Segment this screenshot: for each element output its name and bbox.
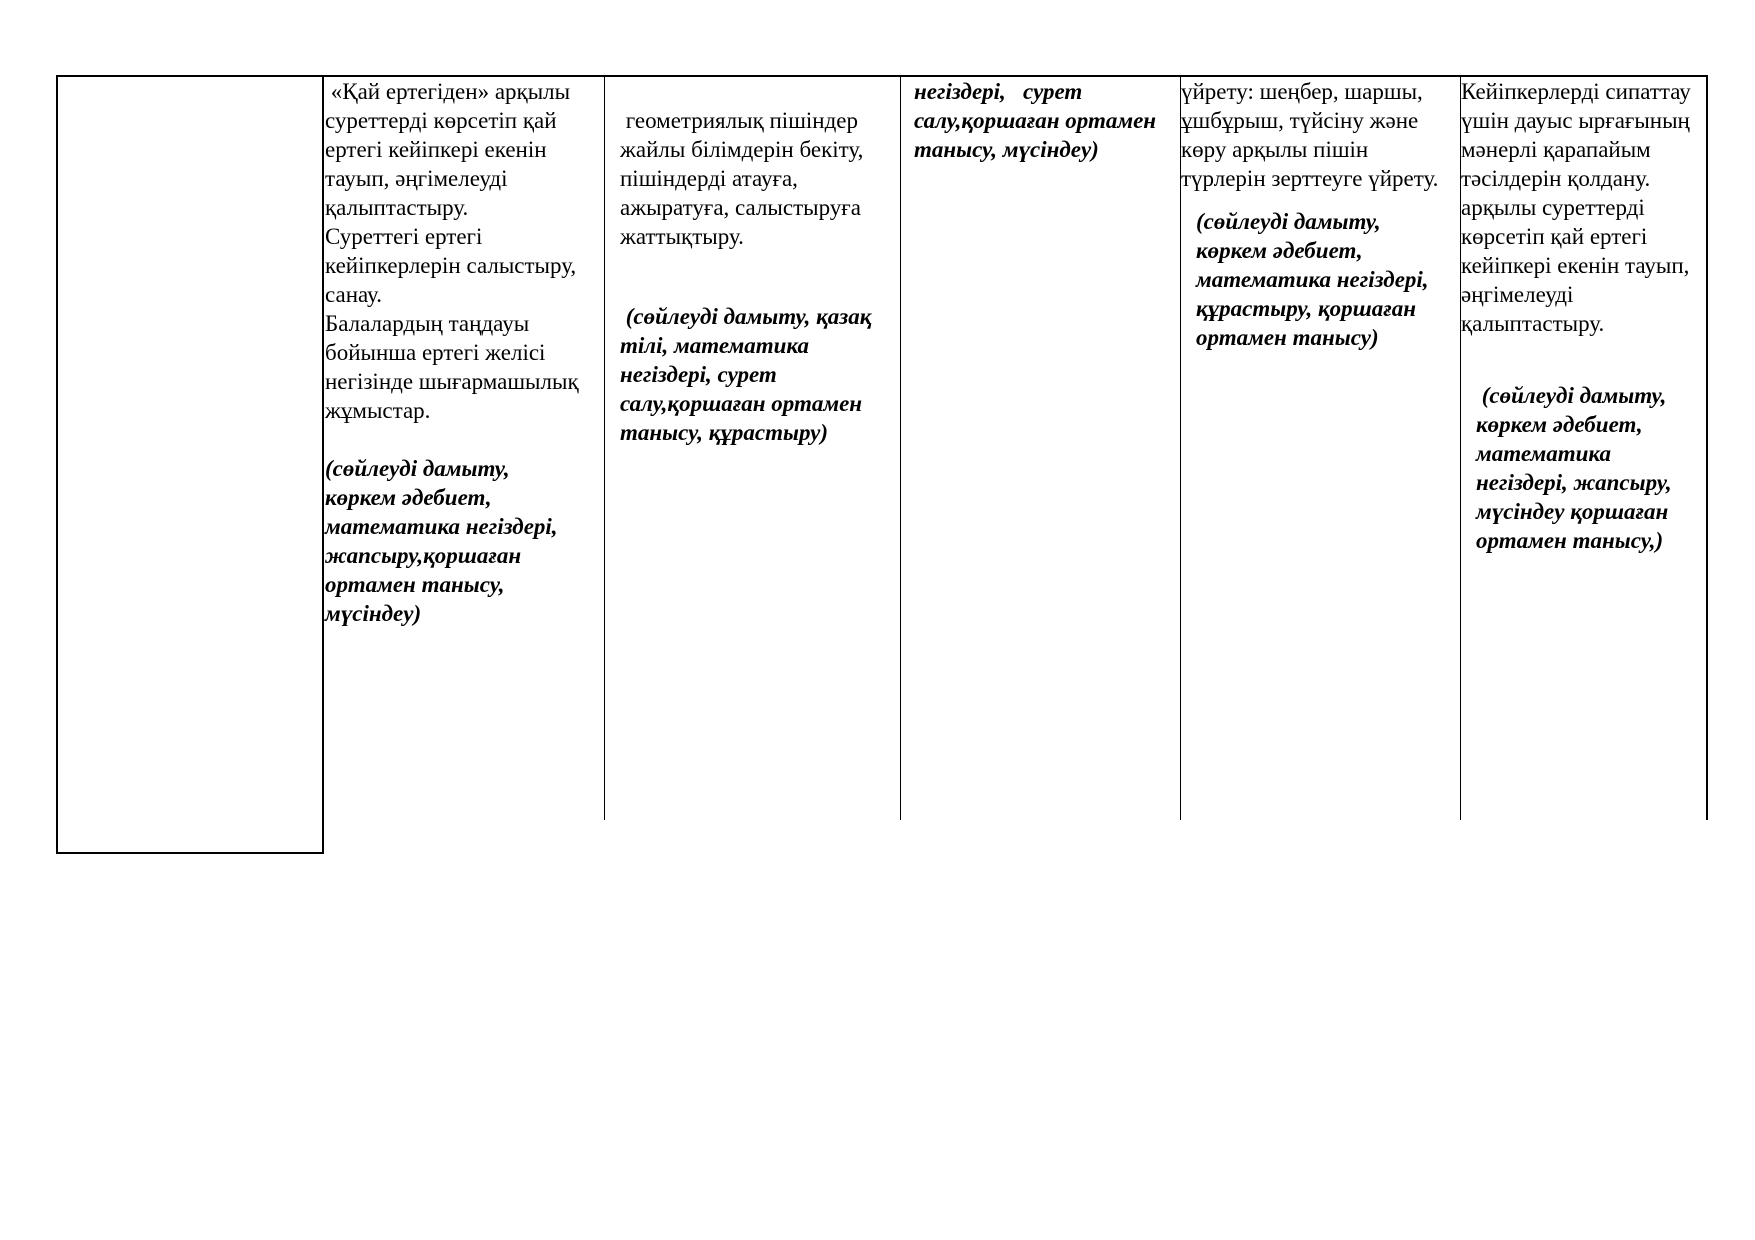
col1-integration: (сөйлеуді дамыту, көркем әдебиет, математика негіздері, жапсыру,қоршаған ортамен танысу, мүсіндеу) — [325, 456, 558, 626]
table-cell-col3 — [914, 77, 1169, 164]
table-cell-col1 — [325, 77, 601, 628]
col2-paragraph-1: геометриялық пішіндер жайлы білімдерін бекіту, пішіндерді атауға, ажыратуға, салыстыруға жаттықтыру. — [620, 108, 870, 249]
col2-integration: (сөйлеуді дамыту, қазақ тілі, математика негіздері, сурет салу,қоршаған ортамен танысу, құрастыру) — [620, 304, 878, 445]
table-cell-col4 — [1181, 77, 1453, 352]
column-divider-2 — [604, 75, 605, 820]
table-cell-col2 — [620, 106, 892, 447]
col1-paragraph-3: Балалардың таңдауы бойынша ертегі желісі негізінде шығармашылық жұмыстар. — [325, 311, 579, 423]
table-right-border — [1706, 75, 1708, 820]
column-divider-3 — [900, 75, 901, 820]
col4-paragraph-1: үйрету: шеңбер, шаршы, ұшбұрыш, түйсіну және көру арқылы пішін түрлерін зерттеуге үйрету. — [1181, 79, 1439, 191]
col5-paragraph-1: Кейіпкерлерді сипаттау үшін дауыс ырғағының мәнерлі қарапайым тәсілдерін қолдану. арқылы суреттерді көрсетіп қай ертегі кейіпкері екенін тауып, әңгімелеуді қалыптастыру. — [1461, 79, 1691, 336]
col4-integration: (сөйлеуді дамыту, көркем әдебиет, математика негіздері, құрастыру, қоршаған ортамен танысу) — [1196, 209, 1446, 350]
col1-paragraph-2: Суреттегі ертегі кейіпкерлерін салыстыру, санау. — [325, 224, 577, 307]
table-first-column — [56, 75, 324, 854]
col5-integration: (сөйлеуді дамыту, көркем әдебиет, математика негіздері, жапсыру, мүсіндеу қоршаған ортамен танысу,) — [1476, 383, 1678, 553]
col3-integration: негіздері, сурет салу,қоршаған ортамен танысу, мүсіндеу) — [914, 79, 1162, 162]
table-cell-col5 — [1461, 77, 1703, 555]
col1-paragraph-1: «Қай ертегіден» арқылы суреттерді көрсетіп қай ертегі кейіпкері екенін тауып, әңгімелеуді қалыптастыру. — [325, 79, 576, 220]
